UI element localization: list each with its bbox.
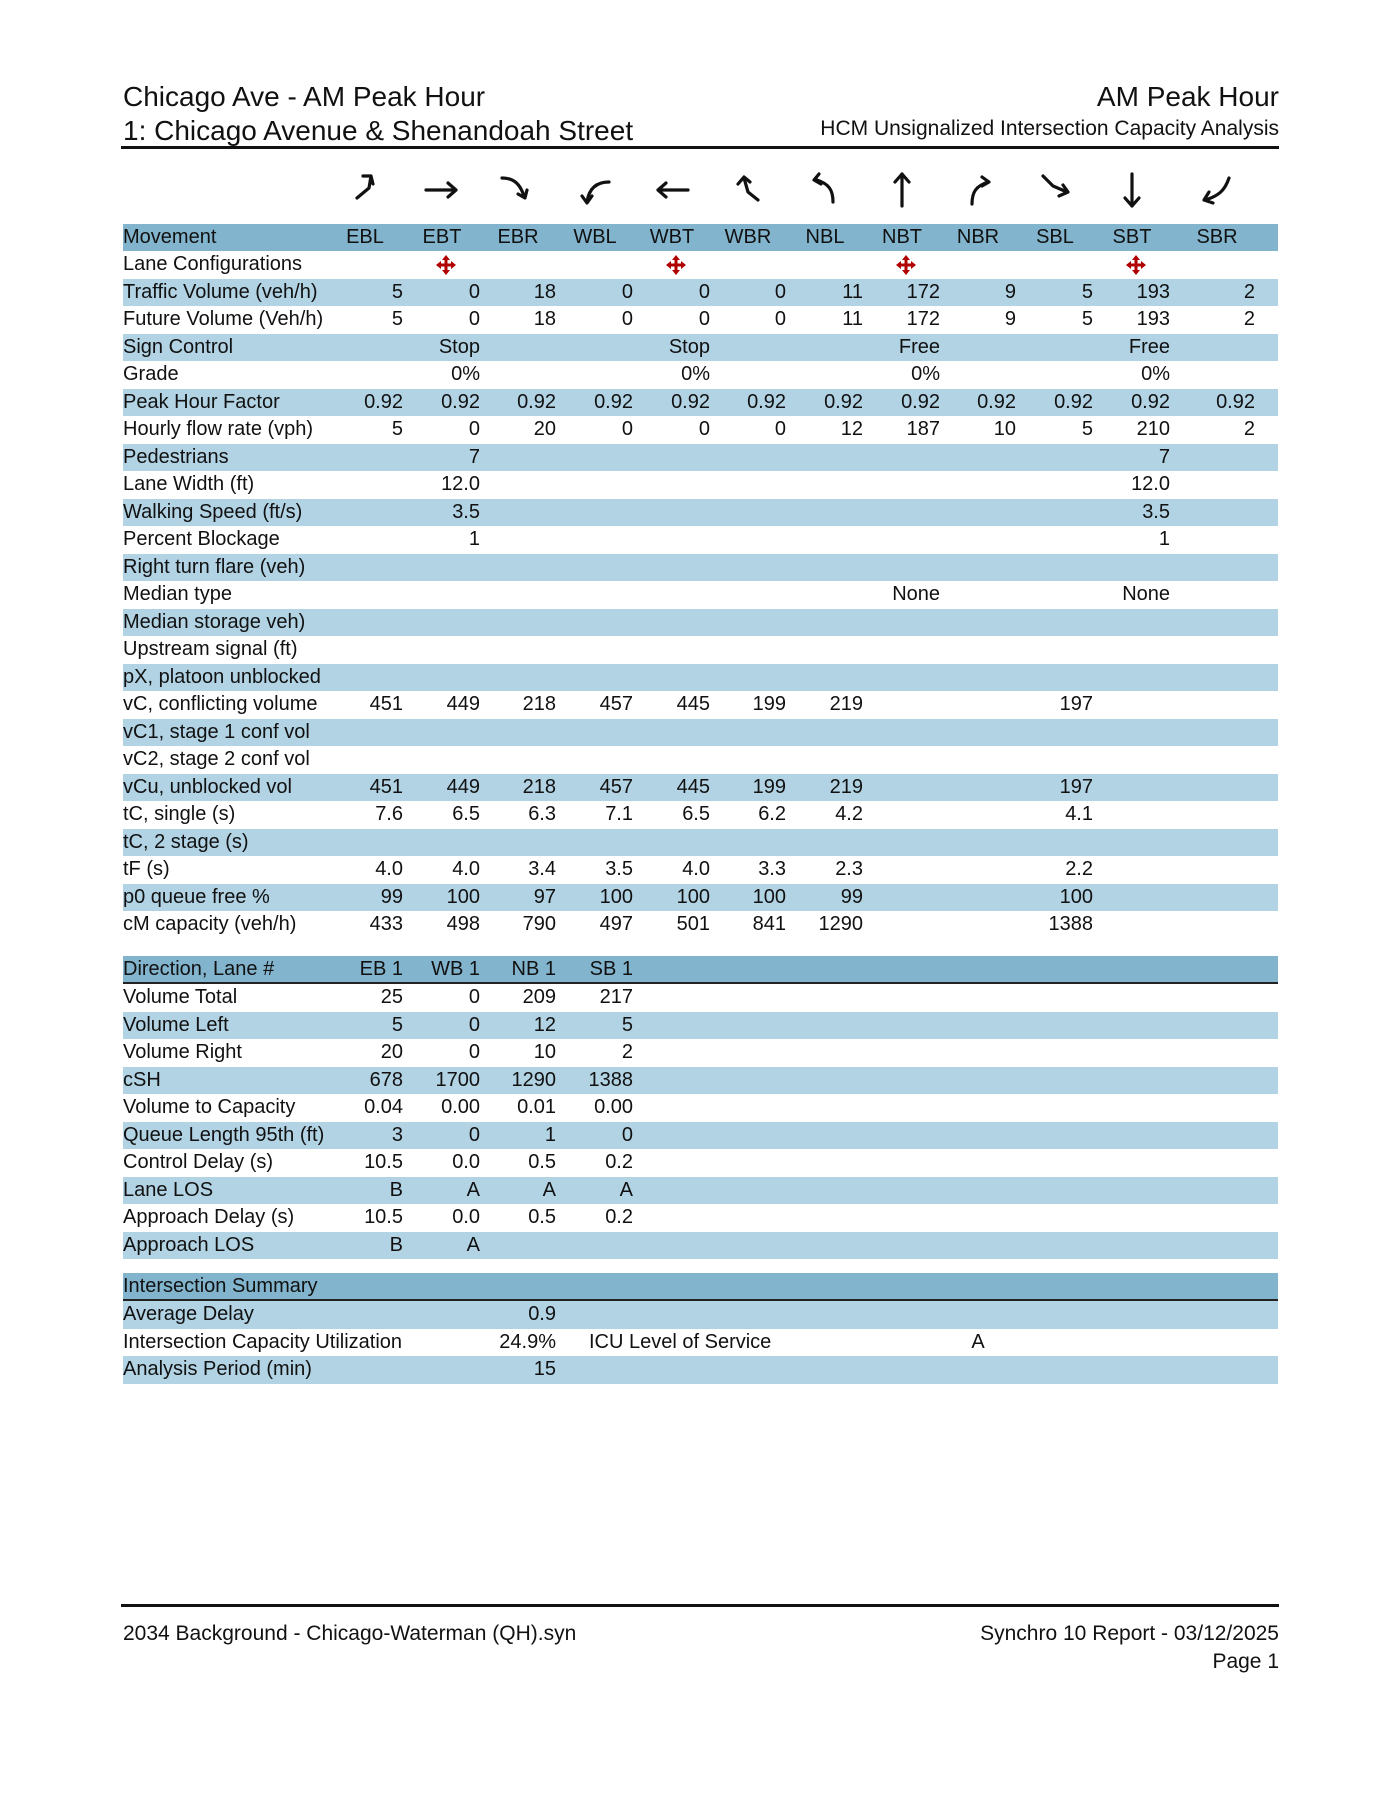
movement-row [123,581,1278,609]
movement-row-label: Right turn flare (veh) [123,555,306,578]
movement-row-label: Peak Hour Factor [123,390,280,413]
movement-table [123,224,1278,939]
movement-cell: 0.92 [594,390,633,413]
movement-row-label: pX, platoon unblocked [123,665,321,688]
movement-row-label: Median storage veh) [123,610,306,633]
footer-file: 2034 Background - Chicago-Waterman (QH).syn [123,1622,577,1645]
movement-row [123,856,1278,884]
movement-cell: 100 [676,885,710,908]
movement-cell: None [1122,583,1170,605]
movement-row-label: vC1, stage 1 conf vol [123,720,310,743]
movement-cell: 3.5 [1142,500,1170,523]
movement-cell: 7 [1158,445,1170,468]
movement-cell: 5 [391,280,403,303]
movement-cell: 18 [533,308,556,330]
movement-cell: 7 [468,445,480,468]
movement-cell: 5 [391,308,403,330]
direction-row [123,1039,1278,1067]
movement-cell: 445 [676,775,710,798]
arrow-wb-through-icon [634,160,710,220]
direction-table [123,956,1278,1259]
movement-row [123,499,1278,527]
direction-cell: 0.5 [528,1206,556,1228]
movement-row-label: tC, 2 stage (s) [123,830,249,853]
direction-cell: 1388 [588,1068,633,1091]
movement-cell: 20 [533,418,556,440]
movement-cell: 0 [698,280,710,303]
movement-col-header: NBT [882,226,922,248]
footer-divider [121,1604,1279,1607]
direction-col-header: WB 1 [431,958,480,980]
movement-cell: 0 [468,308,480,330]
movement-cell: 193 [1136,280,1170,303]
movement-cell: 9 [1004,280,1016,303]
direction-cell: 0 [468,1123,480,1146]
direction-row [123,1012,1278,1040]
arrow-eb-through-icon [404,160,480,220]
direction-cell: 10.5 [364,1206,403,1228]
movement-row [123,636,1278,664]
direction-cell: 0.01 [517,1096,556,1118]
movement-cell: 2 [1243,418,1255,440]
movement-cell: 0.92 [1054,390,1093,413]
movement-cell: 218 [522,775,556,798]
movement-cell: 6.3 [528,803,556,825]
movement-cell: None [892,583,940,605]
movement-cell: 12 [840,418,863,440]
movement-cell: 497 [599,913,633,935]
icu-los-value: A [971,1330,985,1353]
four-way-lane-icon [868,251,944,279]
analysis-type: HCM Unsignalized Intersection Capacity Analysis [820,117,1279,140]
direction-row-label: Control Delay (s) [123,1151,274,1173]
arrow-eb-left-icon [327,160,403,220]
movement-row [123,884,1278,912]
movement-cell: 0.92 [824,390,863,413]
movement-cell: 18 [533,280,556,303]
movement-cell: 0.92 [1131,390,1170,413]
movement-cell: 6.5 [452,803,480,825]
movement-row [123,719,1278,747]
movement-cell: 3.5 [452,500,480,523]
movement-cell: 0.92 [671,390,710,413]
movement-row-label: tF (s) [123,858,170,880]
icu-label: Intersection Capacity Utilization [123,1330,403,1353]
direction-cell: 0.0 [452,1206,480,1228]
footer-report: Synchro 10 Report - 03/12/2025 [980,1622,1279,1645]
direction-cell: A [542,1178,556,1201]
summary-header-label: Intersection Summary [123,1275,318,1297]
movement-cell: 0 [698,418,710,440]
movement-row-label: Future Volume (Veh/h) [123,308,324,330]
movement-col-header: WBT [649,226,695,248]
direction-cell: 1 [544,1123,556,1146]
direction-cell: 0 [468,986,480,1008]
movement-cell: 218 [522,693,556,715]
direction-cell: 5 [391,1013,403,1036]
movement-cell: 4.0 [375,858,403,880]
movement-cell: 0 [698,308,710,330]
direction-row-label: cSH [123,1068,161,1091]
arrow-wb-left-icon [557,160,633,220]
movement-cell: 4.0 [452,858,480,880]
direction-row [123,1094,1278,1122]
arrow-nb-through-icon [864,160,940,220]
direction-col-header: EB 1 [359,958,403,980]
header-divider [121,146,1279,149]
movement-row-label: p0 queue free % [123,885,270,908]
summary-average-delay-row [123,1301,1278,1329]
movement-row-label: cM capacity (veh/h) [123,913,297,935]
movement-cell: 457 [599,693,633,715]
lane-config-label: Lane Configurations [123,253,303,275]
movement-cell: 172 [906,280,940,303]
average-delay-value: 0.9 [528,1303,556,1325]
movement-cell: 11 [842,308,863,330]
movement-cell: 7.1 [605,803,633,825]
movement-cell: 501 [676,913,710,935]
movement-row-label: Sign Control [123,335,234,358]
direction-row [123,1204,1278,1232]
movement-header-row [123,224,1278,251]
movement-cell: 100 [599,885,633,908]
movement-cell: 0.92 [364,390,403,413]
arrow-sb-through-icon [1094,160,1170,220]
movement-row [123,774,1278,802]
movement-row [123,526,1278,554]
movement-row-label: tC, single (s) [123,803,236,825]
movement-cell: 5 [1081,308,1093,330]
average-delay-label: Average Delay [123,1303,254,1325]
direction-cell: B [389,1178,403,1201]
direction-cell: 0.5 [528,1151,556,1173]
movement-cell: 0 [774,280,786,303]
movement-cell: 7.6 [375,803,403,825]
movement-cell: 0 [621,418,633,440]
movement-cell: 0% [681,363,710,385]
movement-cell: 1 [468,528,480,550]
movement-cell: 433 [369,913,403,935]
movement-cell: 197 [1059,693,1093,715]
movement-cell: 219 [829,693,863,715]
direction-cell: 0.00 [441,1096,480,1118]
direction-cell: 0.2 [605,1151,633,1173]
analysis-period-label: Analysis Period (min) [123,1358,312,1380]
movement-cell: 172 [906,308,940,330]
summary-header-row [123,1273,1278,1301]
movement-col-header: EBT [422,226,462,248]
direction-cell: 5 [621,1013,633,1036]
direction-row [123,1122,1278,1150]
direction-cell: 10 [533,1041,556,1063]
movement-cell: 0.92 [441,390,480,413]
movement-cell: 445 [676,693,710,715]
movement-row-label: Percent Blockage [123,528,280,550]
movement-cell: 790 [522,913,556,935]
movement-cell: 0 [621,308,633,330]
movement-cell: 5 [1081,280,1093,303]
footer-page: Page 1 [1212,1650,1279,1673]
movement-cell: 0 [621,280,633,303]
movement-col-header: SBL [1036,226,1074,248]
movement-row [123,361,1278,389]
movement-cell: 219 [829,775,863,798]
direction-cell: A [466,1233,480,1256]
direction-row-label: Volume to Capacity [123,1096,296,1118]
report-title: Chicago Ave - AM Peak Hour [123,81,486,112]
movement-cell: 210 [1136,418,1170,440]
lane-config-row [123,251,1278,279]
movement-cell: 457 [599,775,633,798]
movement-cell: 0.92 [1216,390,1255,413]
movement-cell: 199 [752,693,786,715]
movement-cell: 1290 [818,913,863,935]
movement-cell: 9 [1004,308,1016,330]
movement-cell: 0 [468,280,480,303]
movement-cell: 100 [1059,885,1093,908]
direction-row-label: Volume Right [123,1041,242,1063]
movement-cell: Free [1128,335,1170,358]
movement-col-header: SBT [1112,226,1152,248]
movement-row [123,471,1278,499]
movement-row-label: Pedestrians [123,445,229,468]
movement-row-label: vC, conflicting volume [123,693,318,715]
movement-cell: Stop [438,335,480,358]
direction-cell: 0 [468,1041,480,1063]
direction-cell: 0 [468,1013,480,1036]
movement-cell: 197 [1059,775,1093,798]
movement-cell: 0.92 [517,390,556,413]
movement-row-label: Lane Width (ft) [123,473,255,495]
direction-col-header: NB 1 [511,958,556,980]
movement-row [123,911,1278,939]
arrow-nb-right-icon [940,160,1016,220]
header-left [123,80,633,148]
movement-cell: 0% [451,363,480,385]
movement-cell: 3.5 [605,858,633,880]
arrow-wb-right-icon [710,160,786,220]
movement-cell: 0.92 [901,390,940,413]
movement-cell: Stop [668,335,710,358]
movement-cell: 0% [1141,363,1170,385]
movement-row [123,691,1278,719]
movement-cell: 3.3 [758,858,786,880]
movement-cell: 193 [1136,308,1170,330]
arrow-eb-right-icon [480,160,556,220]
direction-row [123,1232,1278,1260]
movement-col-header: NBL [805,226,845,248]
direction-row-label: Queue Length 95th (ft) [123,1123,325,1146]
icu-value: 24.9% [499,1330,556,1353]
movement-cell: 97 [533,885,556,908]
arrow-sb-right-icon [1179,160,1255,220]
movement-cell: 100 [752,885,786,908]
four-way-lane-icon [638,251,714,279]
direction-row-label: Volume Left [123,1013,229,1036]
movement-cell: 4.0 [682,858,710,880]
movement-row [123,444,1278,472]
movement-header-label: Movement [123,226,217,248]
movement-cell: 1 [1158,528,1170,550]
movement-cell: 6.2 [758,803,786,825]
movement-cell: 99 [380,885,403,908]
movement-cell: 0% [911,363,940,385]
direction-cell: 0.00 [594,1096,633,1118]
direction-cell: 209 [522,986,556,1008]
movement-cell: 451 [369,775,403,798]
movement-cell: 5 [391,418,403,440]
arrow-nb-left-icon [787,160,863,220]
movement-row [123,554,1278,582]
movement-cell: 2 [1243,280,1255,303]
movement-col-header: WBL [573,226,617,248]
movement-col-header: EBR [497,226,539,248]
direction-row-label: Approach Delay (s) [123,1206,295,1228]
movement-row [123,664,1278,692]
header-right [779,80,1279,144]
movement-row-label: Traffic Volume (veh/h) [123,280,318,303]
movement-row [123,609,1278,637]
direction-cell: 0.04 [364,1096,403,1118]
movement-row [123,306,1278,334]
movement-row-label: Upstream signal (ft) [123,638,298,660]
direction-cell: 20 [380,1041,403,1063]
direction-row-label: Volume Total [123,986,238,1008]
movement-arrows [123,160,1278,220]
movement-cell: 2.2 [1065,858,1093,880]
movement-cell: 449 [446,693,480,715]
movement-row-label: Grade [123,363,179,385]
movement-row [123,279,1278,307]
movement-row [123,416,1278,444]
four-way-lane-icon [408,251,484,279]
movement-cell: 451 [369,693,403,715]
movement-cell: 0 [774,308,786,330]
direction-cell: 10.5 [364,1151,403,1173]
direction-cell: 25 [380,986,403,1008]
movement-row-label: Hourly flow rate (vph) [123,418,314,440]
movement-cell: 0.92 [977,390,1016,413]
direction-header-row [123,956,1278,984]
movement-row [123,334,1278,362]
analysis-period-value: 15 [533,1358,556,1380]
icu-los-label: ICU Level of Service [589,1330,772,1353]
direction-row [123,1067,1278,1095]
direction-cell: B [389,1233,403,1256]
movement-col-header: NBR [956,226,1000,248]
movement-cell: 6.5 [682,803,710,825]
movement-cell: 2.3 [835,858,863,880]
movement-cell: 199 [752,775,786,798]
movement-row [123,801,1278,829]
direction-cell: A [619,1178,633,1201]
four-way-lane-icon [1098,251,1174,279]
direction-cell: 217 [599,986,633,1008]
movement-row-label: vC2, stage 2 conf vol [123,748,310,770]
movement-cell: 0 [468,418,480,440]
movement-row [123,829,1278,857]
movement-col-header: EBL [346,226,384,248]
direction-cell: 0.0 [452,1151,480,1173]
movement-cell: Free [898,335,940,358]
movement-cell: 100 [446,885,480,908]
intersection-name: 1: Chicago Avenue & Shenandoah Street [123,115,634,146]
direction-cell: 1290 [511,1068,556,1091]
direction-row [123,1149,1278,1177]
period-title: AM Peak Hour [1096,81,1279,112]
direction-cell: A [466,1178,480,1201]
direction-cell: 0 [621,1123,633,1146]
movement-cell: 841 [752,913,786,935]
movement-col-header: SBR [1196,226,1238,248]
direction-header-label: Direction, Lane # [123,958,275,980]
movement-cell: 0.92 [747,390,786,413]
movement-cell: 4.1 [1065,803,1093,825]
movement-row [123,746,1278,774]
movement-cell: 12.0 [441,473,480,495]
movement-cell: 2 [1243,308,1255,330]
movement-cell: 449 [446,775,480,798]
movement-cell: 3.4 [528,858,556,880]
direction-cell: 1700 [435,1068,480,1091]
movement-cell: 10 [993,418,1016,440]
movement-cell: 12.0 [1131,473,1170,495]
direction-cell: 12 [533,1013,556,1036]
movement-col-header: WBR [724,226,772,248]
movement-cell: 5 [1081,418,1093,440]
direction-cell: 3 [391,1123,403,1146]
direction-row-label: Lane LOS [123,1178,214,1201]
movement-cell: 0 [774,418,786,440]
arrow-sb-left-icon [1017,160,1093,220]
summary-icu-row [123,1329,1278,1357]
movement-cell: 498 [446,913,480,935]
movement-cell: 99 [840,885,863,908]
direction-col-header: SB 1 [589,958,633,980]
movement-row [123,389,1278,417]
direction-cell: 678 [369,1068,403,1091]
direction-cell: 2 [621,1041,633,1063]
direction-row [123,1177,1278,1205]
summary-table [123,1273,1278,1384]
movement-cell: 187 [906,418,940,440]
movement-row-label: Median type [123,583,232,605]
movement-cell: 11 [842,280,863,303]
summary-period-row [123,1356,1278,1384]
direction-row [123,984,1278,1012]
movement-cell: 4.2 [835,803,863,825]
movement-row-label: Walking Speed (ft/s) [123,500,303,523]
movement-cell: 1388 [1048,913,1093,935]
direction-row-label: Approach LOS [123,1233,255,1256]
direction-cell: 0.2 [605,1206,633,1228]
movement-row-label: vCu, unblocked vol [123,775,292,798]
